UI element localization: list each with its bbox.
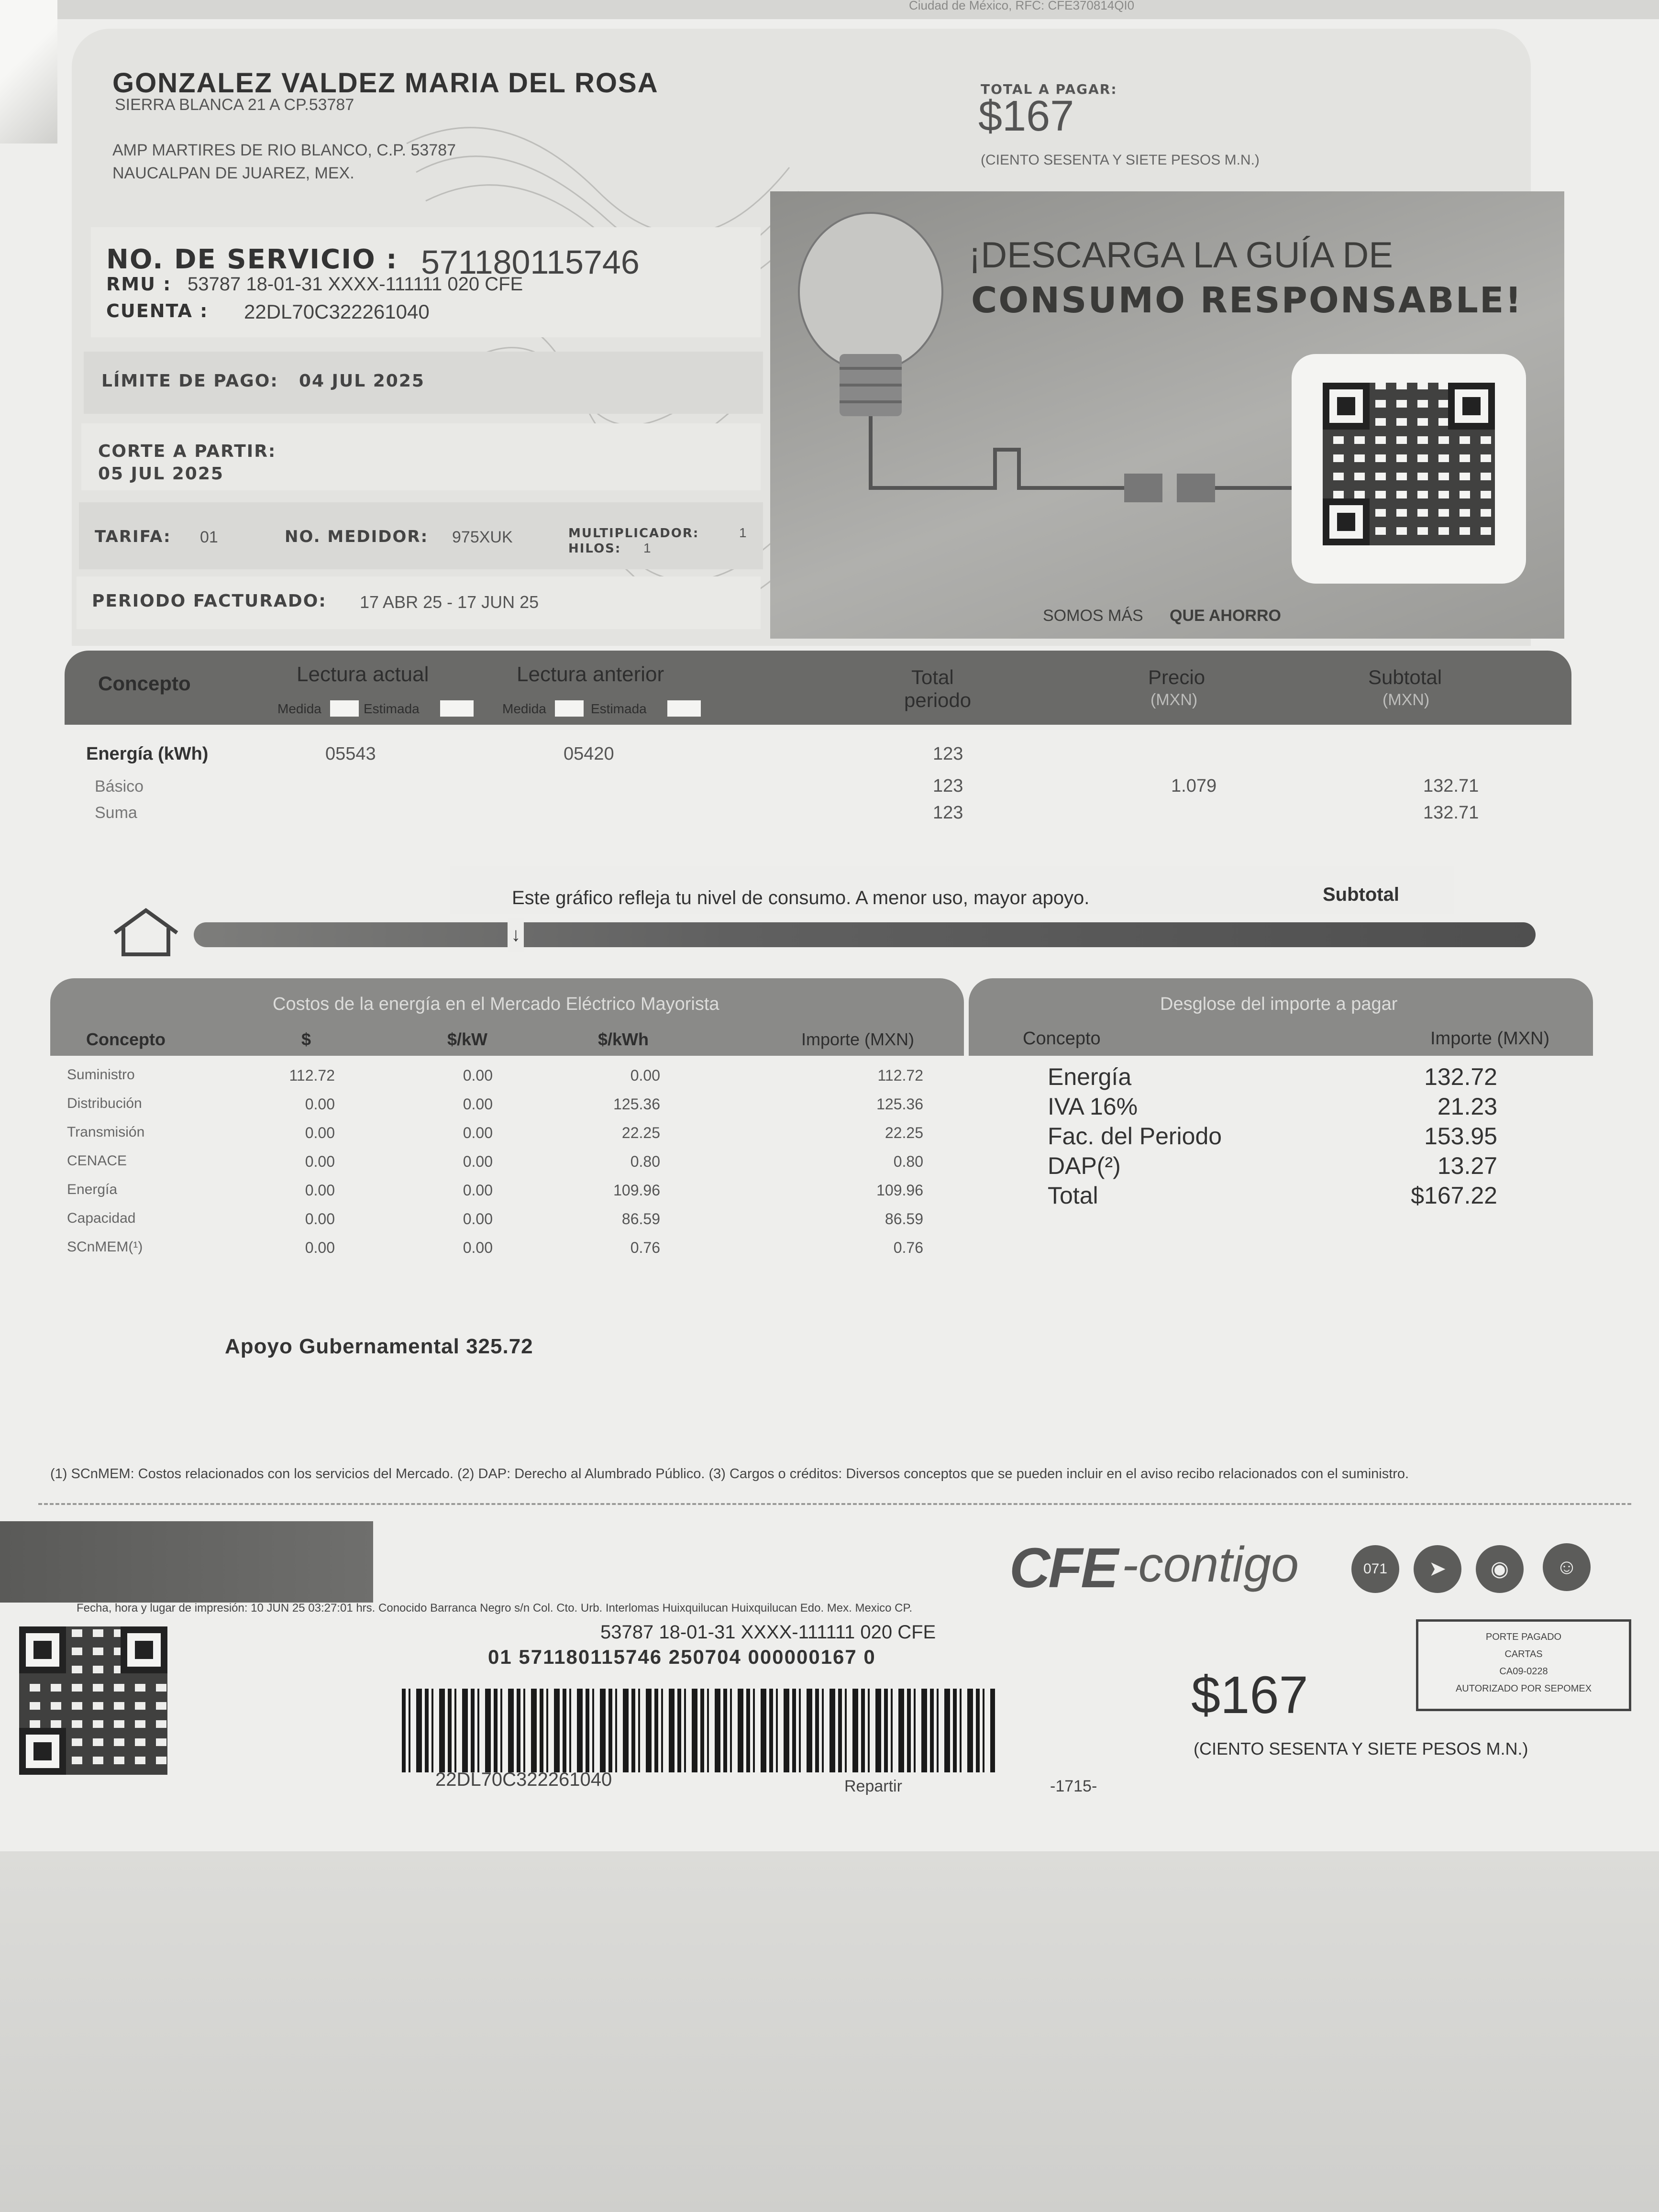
- banner-line-1: ¡DESCARGA LA GUÍA DE: [969, 235, 1393, 276]
- col-concept: Concepto: [98, 672, 191, 695]
- consumption-gauge-bar: [194, 922, 1536, 947]
- checkbox-estimated: [440, 700, 474, 717]
- col-total-2: periodo: [904, 689, 972, 711]
- rmu-value: 53787 18-01-31 XXXX-111111 020 CFE: [188, 274, 523, 295]
- market-cell-amount: 112.72: [877, 1067, 923, 1084]
- footnote: (1) SCnMEM: Costos relacionados con los servicios del Mercado. (2) DAP: Derecho al Alumbrado Público. (3) Cargos o créditos: Diversos conceptos que se pueden incluir en el aviso recibo relacionados con el suministro.: [50, 1466, 1409, 1482]
- total-amount: $167: [978, 92, 1074, 140]
- breakdown-col-concept: Concepto: [1023, 1029, 1101, 1049]
- tariff-value: 01: [200, 528, 218, 546]
- market-cell-concept: Distribución: [67, 1095, 142, 1111]
- breakdown-col-amount: Importe (MXN): [1430, 1029, 1550, 1049]
- market-cell-per-kwh: 109.96: [613, 1182, 660, 1199]
- market-cell-fixed: 0.00: [305, 1095, 335, 1113]
- breakdown-cell-concept: Fac. del Periodo: [1048, 1123, 1222, 1150]
- billing-period-label: PERIODO FACTURADO:: [92, 591, 327, 611]
- row-concept: Suma: [95, 804, 137, 822]
- breakdown-cell-concept: Total: [1048, 1182, 1098, 1209]
- col-previous-measured: Medida: [502, 701, 546, 716]
- market-cell-amount: 22.25: [885, 1124, 923, 1141]
- row-total: 123: [933, 744, 963, 764]
- market-cell-concept: SCnMEM(¹): [67, 1239, 143, 1255]
- total-amount-words: (CIENTO SESENTA Y SIETE PESOS M.N.): [981, 152, 1260, 168]
- col-previous-reading: Lectura anterior: [517, 663, 664, 686]
- checkbox-measured: [555, 700, 584, 717]
- col-previous-estimated: Estimada: [591, 701, 647, 716]
- postage-line: CA09-0228: [1499, 1666, 1548, 1677]
- breakdown-cell-concept: IVA 16%: [1048, 1093, 1138, 1120]
- market-cell-per-kwh: 125.36: [613, 1095, 660, 1113]
- payment-limit-date: 04 JUL 2025: [299, 371, 425, 391]
- market-cell-per-kw: 0.00: [463, 1182, 493, 1199]
- market-cell-fixed: 0.00: [305, 1153, 335, 1170]
- qr-finder-icon: [121, 1626, 167, 1673]
- breakdown-cell-amount: 153.95: [1424, 1123, 1497, 1150]
- reference-line-1: 53787 18-01-31 XXXX-111111 020 CFE: [600, 1622, 936, 1643]
- row-subtotal: 132.71: [1423, 776, 1479, 796]
- app-icon[interactable]: ◉: [1476, 1545, 1524, 1593]
- banner-tagline-a: SOMOS MÁS: [1043, 607, 1143, 625]
- customer-name: GONZALEZ VALDEZ MARIA DEL ROSA: [112, 67, 659, 99]
- market-cell-per-kw: 0.00: [463, 1210, 493, 1228]
- col-current-estimated: Estimada: [364, 701, 420, 716]
- market-cell-per-kw: 0.00: [463, 1067, 493, 1084]
- multiplier-label: MULTIPLICADOR:: [568, 526, 699, 541]
- checkbox-estimated: [667, 700, 701, 717]
- cut-date-label: CORTE A PARTIR:: [98, 442, 276, 461]
- footer-amount: $167: [1191, 1666, 1308, 1725]
- breakdown-cell-amount: 132.72: [1424, 1063, 1497, 1090]
- customer-address-2: AMP MARTIRES DE RIO BLANCO, C.P. 53787: [112, 141, 456, 159]
- col-subtotal: Subtotal: [1368, 666, 1442, 688]
- market-col-per-kw: $/kW: [447, 1029, 488, 1049]
- postage-line: CARTAS: [1504, 1649, 1543, 1659]
- qr-finder-icon: [19, 1728, 66, 1775]
- col-current-reading: Lectura actual: [297, 663, 429, 686]
- footer-amount-words: (CIENTO SESENTA Y SIETE PESOS M.N.): [1194, 1739, 1528, 1759]
- market-cell-concept: Energía: [67, 1182, 118, 1197]
- postage-line: PORTE PAGADO: [1485, 1632, 1562, 1642]
- account-label: CUENTA :: [106, 300, 209, 321]
- breakdown-cell-concept: DAP(²): [1048, 1152, 1121, 1179]
- dashed-cut-line: [38, 1503, 1631, 1505]
- checkbox-measured: [330, 700, 359, 717]
- market-col-fixed: $: [301, 1029, 311, 1049]
- market-cell-amount: 86.59: [885, 1210, 923, 1228]
- market-col-per-kwh: $/kWh: [598, 1029, 649, 1049]
- market-cell-per-kw: 0.00: [463, 1153, 493, 1170]
- multiplier-value: 1: [739, 525, 747, 540]
- service-number-label: NO. DE SERVICIO :: [106, 244, 398, 275]
- row-price: 1.079: [1171, 776, 1217, 796]
- house-icon: [110, 907, 182, 959]
- market-cell-per-kw: 0.00: [463, 1239, 493, 1256]
- row-current-reading: 05543: [325, 744, 376, 764]
- market-cell-fixed: 112.72: [289, 1067, 335, 1084]
- market-cell-per-kwh: 86.59: [621, 1210, 660, 1228]
- gauge-caption: Este gráfico refleja tu nivel de consumo. A menor uso, mayor apoyo.: [512, 887, 1090, 908]
- wires-value: 1: [643, 541, 651, 555]
- breakdown-cell-concept: Energía: [1048, 1063, 1132, 1090]
- market-cell-per-kw: 0.00: [463, 1124, 493, 1141]
- col-current-measured: Medida: [277, 701, 321, 716]
- row-concept: Energía (kWh): [86, 744, 209, 764]
- market-cell-amount: 0.76: [893, 1239, 923, 1256]
- meter-number-label: NO. MEDIDOR:: [285, 527, 429, 546]
- brand-logo-contigo: -contigo: [1122, 1537, 1299, 1593]
- government-support: Apoyo Gubernamental 325.72: [225, 1335, 533, 1358]
- print-info: Fecha, hora y lugar de impresión: 10 JUN 25 03:27:01 hrs. Conocido Barranca Negro s/n Col. Cto. Urb. Interlomas Huixquilucan Huixquilucan Edo. Mex. Mexico CP.: [77, 1602, 913, 1615]
- qr-finder-icon: [1323, 498, 1370, 545]
- market-cell-amount: 125.36: [876, 1095, 923, 1113]
- redacted-block: [0, 1521, 373, 1603]
- market-cell-per-kwh: 0.80: [630, 1153, 660, 1170]
- tariff-label: TARIFA:: [95, 527, 171, 546]
- market-cell-per-kwh: 0.00: [630, 1067, 660, 1084]
- market-cell-fixed: 0.00: [305, 1239, 335, 1256]
- customer-address-1: SIERRA BLANCA 21 A CP.53787: [115, 96, 354, 114]
- rmu-label: RMU :: [106, 274, 172, 295]
- market-cell-concept: Transmisión: [67, 1124, 145, 1140]
- gauge-subtotal-label: Subtotal: [1323, 884, 1399, 905]
- brand-logo-cfe: CFE: [1009, 1537, 1117, 1600]
- postage-stamp: [1416, 1619, 1631, 1711]
- row-subtotal: 132.71: [1423, 803, 1479, 823]
- market-cell-fixed: 0.00: [305, 1182, 335, 1199]
- col-price-2: (MXN): [1150, 691, 1198, 709]
- barcode-text: 22DL70C322261040: [435, 1769, 612, 1790]
- row-total: 123: [933, 803, 963, 823]
- market-cell-fixed: 0.00: [305, 1210, 335, 1228]
- qr-finder-icon: [19, 1626, 66, 1673]
- col-total: Total: [911, 666, 954, 688]
- cut-date: 05 JUL 2025: [98, 464, 224, 484]
- market-cell-per-kw: 0.00: [463, 1095, 493, 1113]
- row-previous-reading: 05420: [564, 744, 614, 764]
- payment-limit-label: LÍMITE DE PAGO:: [101, 371, 278, 391]
- market-cell-per-kwh: 0.76: [630, 1239, 660, 1256]
- wires-label: HILOS:: [568, 542, 621, 556]
- col-price: Precio: [1148, 666, 1206, 688]
- market-cell-fixed: 0.00: [305, 1124, 335, 1141]
- breakdown-table-title: Desglose del importe a pagar: [1160, 994, 1398, 1014]
- gauge-marker-arrow-icon: ↓: [508, 918, 524, 952]
- reference-line-2: 01 571180115746 250704 000000167 0: [488, 1646, 876, 1668]
- market-col-concept: Concepto: [86, 1029, 166, 1049]
- market-cell-per-kwh: 22.25: [621, 1124, 660, 1141]
- market-cell-concept: CENACE: [67, 1153, 127, 1169]
- breakdown-cell-amount: 13.27: [1437, 1152, 1497, 1179]
- row-total: 123: [933, 776, 963, 796]
- banner-tagline-b: QUE AHORRO: [1170, 607, 1281, 625]
- account-value: 22DL70C322261040: [244, 300, 430, 323]
- meter-number: 975XUK: [452, 528, 513, 546]
- payment-barcode[interactable]: [402, 1689, 995, 1772]
- user-icon[interactable]: ☺: [1543, 1543, 1591, 1591]
- banner-line-2: CONSUMO RESPONSABLE!: [971, 280, 1523, 321]
- postage-line: AUTORIZADO POR SEPOMEX: [1455, 1683, 1592, 1694]
- qr-finder-icon: [1448, 383, 1495, 430]
- col-subtotal-2: (MXN): [1382, 691, 1430, 709]
- total-label: TOTAL A PAGAR:: [981, 81, 1117, 97]
- breakdown-cell-amount: $167.22: [1411, 1182, 1497, 1209]
- breakdown-cell-amount: 21.23: [1437, 1093, 1497, 1120]
- issuer-fragment: Ciudad de México, RFC: CFE370814QI0: [909, 0, 1135, 12]
- row-concept: Básico: [95, 777, 144, 796]
- market-table-title: Costos de la energía en el Mercado Eléctrico Mayorista: [273, 994, 719, 1014]
- qr-finder-icon: [1323, 383, 1370, 430]
- telegram-icon[interactable]: ➤: [1414, 1545, 1461, 1593]
- market-cell-amount: 0.80: [893, 1153, 923, 1170]
- market-col-amount: Importe (MXN): [801, 1029, 915, 1049]
- billing-period: 17 ABR 25 - 17 JUN 25: [360, 592, 539, 612]
- market-cell-concept: Suministro: [67, 1067, 135, 1083]
- phone-071-icon[interactable]: 071: [1351, 1545, 1399, 1593]
- market-cell-amount: 109.96: [876, 1182, 923, 1199]
- page-corner-fold: [0, 0, 57, 144]
- route-number: -1715-: [1050, 1777, 1097, 1795]
- customer-address-3: NAUCALPAN DE JUAREZ, MEX.: [112, 164, 354, 182]
- deliver-label: Repartir: [844, 1777, 902, 1795]
- market-cell-concept: Capacidad: [67, 1210, 136, 1226]
- underlying-page: [0, 1851, 1659, 2212]
- service-number: 571180115746: [421, 243, 640, 281]
